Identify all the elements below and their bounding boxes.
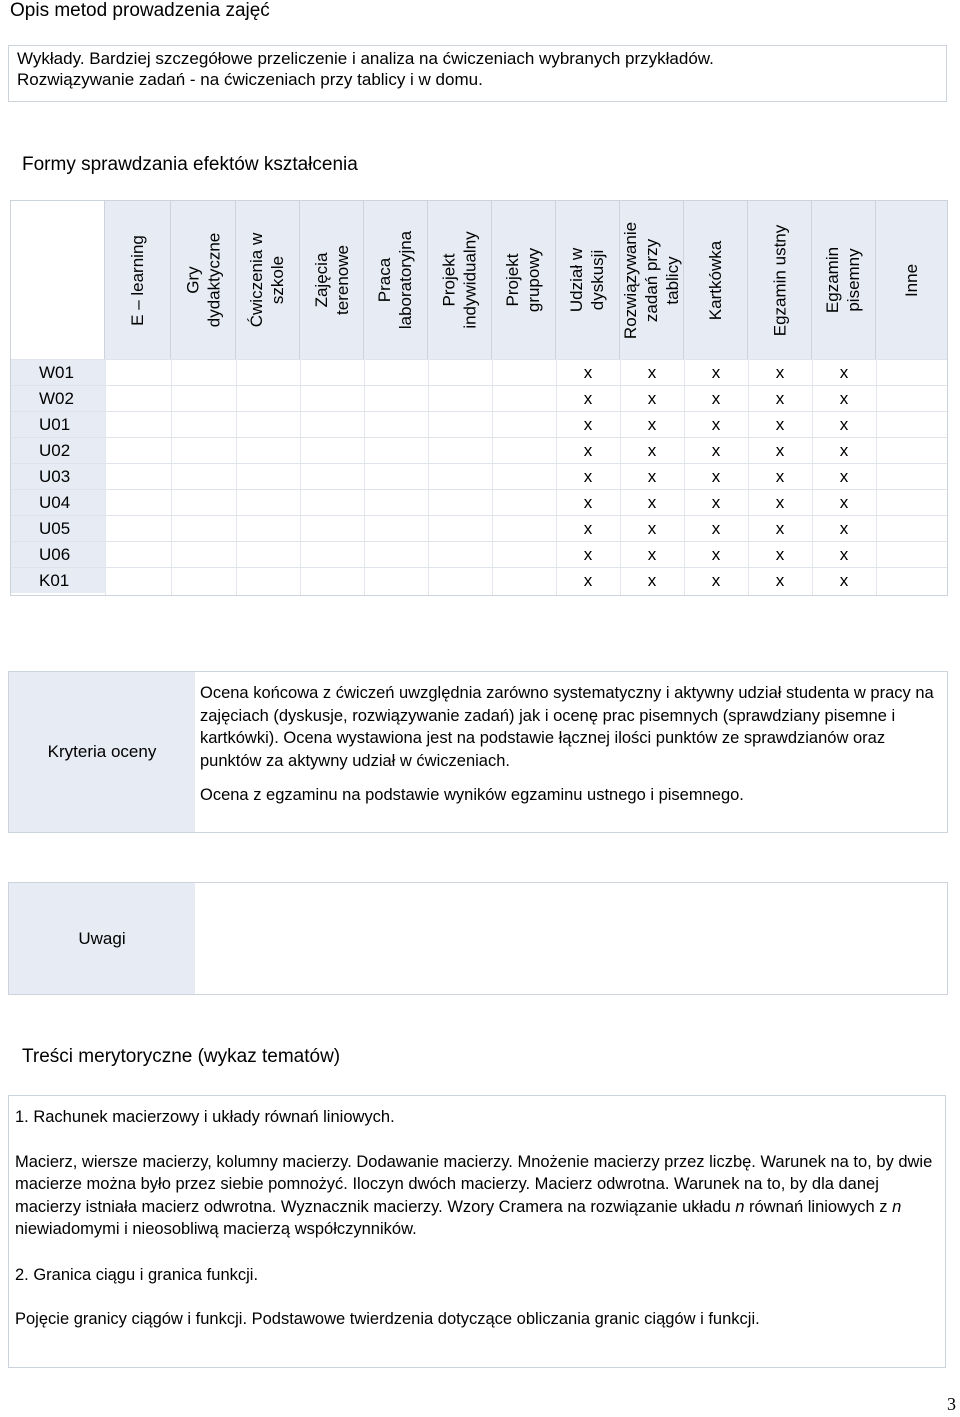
mark-cell-empty xyxy=(171,568,236,593)
mark-cell-empty xyxy=(492,360,556,385)
column-header-projekt-indywidualny xyxy=(428,201,492,359)
mark-cell-empty xyxy=(105,412,171,437)
row-code-cell: W02 xyxy=(11,386,105,411)
assessment-table xyxy=(10,200,948,596)
mark-cell-empty xyxy=(364,542,428,567)
mark-cell-empty xyxy=(236,360,300,385)
mark-cell-empty xyxy=(428,542,492,567)
mark-cell-empty xyxy=(428,386,492,411)
mark-cell-empty xyxy=(300,386,364,411)
mark-cell-empty xyxy=(105,568,171,593)
notes-box xyxy=(8,882,948,995)
mark-cell-empty xyxy=(876,490,947,515)
topic-2-body: Pojęcie granicy ciągów i funkcji. Podstawowe twierdzenia dotyczące obliczania granic ciągów i funkcji. xyxy=(15,1310,760,1328)
column-header-label: Ćwiczenia w szkole xyxy=(247,232,288,328)
criteria-paragraph-2: Ocena z egzaminu na podstawie wyników egzaminu ustnego i pisemnego. xyxy=(200,786,744,804)
column-header-cwiczenia-w-szkole xyxy=(236,201,300,359)
mark-cell-empty xyxy=(236,568,300,593)
mark-cell-empty xyxy=(236,542,300,567)
topic-1-title: 1. Rachunek macierzowy i układy równań liniowych. xyxy=(15,1108,395,1126)
column-header-label: Rozwiązywanie zadań przy tablicy xyxy=(621,221,683,339)
mark-cell-empty xyxy=(428,412,492,437)
mark-cell-empty xyxy=(171,490,236,515)
mark-cell-checked: x xyxy=(839,571,849,590)
header-corner-cell xyxy=(11,201,105,359)
mark-cell-empty xyxy=(876,386,947,411)
row-code-cell: K01 xyxy=(11,568,105,593)
mark-cell-empty xyxy=(492,542,556,567)
mark-cell-empty xyxy=(876,542,947,567)
mark-cell-checked: x xyxy=(647,545,657,564)
mark-cell-checked: x xyxy=(775,467,785,486)
table-row xyxy=(11,411,947,437)
methods-line-2: Rozwiązywanie zadań - na ćwiczeniach przy tablicy i w domu. xyxy=(17,70,483,89)
methods-line-1: Wykłady. Bardziej szczegółowe przeliczenie i analiza na ćwiczeniach wybranych przykładów. xyxy=(17,49,714,68)
mark-cell-empty xyxy=(105,386,171,411)
mark-cell-empty xyxy=(876,568,947,593)
mark-cell-empty xyxy=(428,568,492,593)
mark-cell-empty xyxy=(876,516,947,541)
mark-cell-checked: x xyxy=(583,467,593,486)
mark-cell-checked: x xyxy=(583,519,593,538)
mark-cell-empty xyxy=(300,542,364,567)
assessment-heading: Formy sprawdzania efektów kształcenia xyxy=(22,154,358,175)
mark-cell-empty xyxy=(171,516,236,541)
mark-cell-empty xyxy=(492,464,556,489)
column-header-label: Egzamin pisemny xyxy=(823,246,864,314)
row-code-cell: U01 xyxy=(11,412,105,437)
mark-cell-checked: x xyxy=(775,519,785,538)
mark-cell-empty xyxy=(171,360,236,385)
mark-cell-checked: x xyxy=(647,493,657,512)
mark-cell-empty xyxy=(428,438,492,463)
mark-cell-empty xyxy=(492,438,556,463)
column-header-label: Projekt grupowy xyxy=(503,247,544,313)
mark-cell-empty xyxy=(364,516,428,541)
content-heading: Treści merytoryczne (wykaz tematów) xyxy=(22,1046,341,1067)
table-row xyxy=(11,541,947,567)
row-code-cell: U03 xyxy=(11,464,105,489)
row-code-cell: U05 xyxy=(11,516,105,541)
table-row xyxy=(11,567,947,593)
column-header-label: Zajęcia terenowe xyxy=(311,245,352,315)
mark-cell-empty xyxy=(364,386,428,411)
row-code-cell: W01 xyxy=(11,360,105,385)
methods-box xyxy=(8,45,947,102)
mark-cell-checked: x xyxy=(711,519,721,538)
methods-heading: Opis metod prowadzenia zajęć xyxy=(10,0,270,21)
column-header-label: Projekt indywidualny xyxy=(439,231,480,329)
column-header-label: Gry dydaktyczne xyxy=(183,232,223,328)
mark-cell-empty xyxy=(492,568,556,593)
column-header-label: Kartkówka xyxy=(706,240,725,320)
mark-cell-checked: x xyxy=(839,519,849,538)
column-header-inne xyxy=(876,201,947,359)
table-row xyxy=(11,385,947,411)
mark-cell-checked: x xyxy=(839,467,849,486)
mark-cell-empty xyxy=(364,412,428,437)
topic-1-body-c: niewiadomymi i nieosobliwą macierzą współczynników. xyxy=(15,1220,417,1238)
notes-label: Uwagi xyxy=(9,883,195,994)
mark-cell-empty xyxy=(300,438,364,463)
mark-cell-checked: x xyxy=(583,571,593,590)
mark-cell-empty xyxy=(171,386,236,411)
mark-cell-checked: x xyxy=(583,415,593,434)
mark-cell-empty xyxy=(171,464,236,489)
mark-cell-empty xyxy=(364,360,428,385)
mark-cell-checked: x xyxy=(839,363,849,382)
mark-cell-checked: x xyxy=(775,441,785,460)
column-header-label: E – learning xyxy=(128,234,148,326)
mark-cell-empty xyxy=(105,490,171,515)
mark-cell-empty xyxy=(236,438,300,463)
mark-cell-checked: x xyxy=(775,571,785,590)
column-header-praca-laboratoryjna xyxy=(364,201,428,359)
mark-cell-checked: x xyxy=(711,571,721,590)
mark-cell-checked: x xyxy=(647,415,657,434)
mark-cell-checked: x xyxy=(647,519,657,538)
mark-cell-empty xyxy=(105,360,171,385)
mark-cell-empty xyxy=(236,516,300,541)
mark-cell-checked: x xyxy=(647,441,657,460)
mark-cell-empty xyxy=(171,542,236,567)
table-row xyxy=(11,489,947,515)
table-row xyxy=(11,359,947,385)
mark-cell-empty xyxy=(105,542,171,567)
page-number: 3 xyxy=(947,1394,956,1414)
topic-1-body-b: równań liniowych z xyxy=(744,1197,893,1216)
column-header-udzial-w-dyskusji xyxy=(556,201,620,359)
mark-cell-empty xyxy=(300,490,364,515)
mark-cell-empty xyxy=(364,438,428,463)
mark-cell-checked: x xyxy=(647,571,657,590)
mark-cell-checked: x xyxy=(775,493,785,512)
mark-cell-checked: x xyxy=(711,441,721,460)
mark-cell-checked: x xyxy=(775,415,785,434)
mark-cell-checked: x xyxy=(775,389,785,408)
mark-cell-empty xyxy=(236,490,300,515)
criteria-paragraph-1: Ocena końcowa z ćwiczeń uwzględnia zarówno systematyczny i aktywny udział studenta w pracy na zajęciach (dyskusje, rozwiązywanie zadań) jak i ocenę prac pisemnych (sprawdziany pisemne i kartkówki). Ocena wystawiona jest na podstawie łącznej ilości punktów ze sprawdzianów oraz punktów za aktywny udział w ćwiczeniach. xyxy=(200,684,934,770)
mark-cell-empty xyxy=(105,516,171,541)
mark-cell-empty xyxy=(876,464,947,489)
column-header-egzamin-pisemny xyxy=(812,201,876,359)
column-header-zajecia-terenowe xyxy=(300,201,364,359)
mark-cell-checked: x xyxy=(583,389,593,408)
topic-1-body-a: Macierz, wiersze macierzy, kolumny macierzy. Dodawanie macierzy. Mnożenie macierzy przez liczbę. Warunek na to, by dwie macierze można było przez siebie pomnożyć. Iloczyn dwóch macierzy. Macierz odwrotna. Warunek na to, by dla danej macierzy istniała macierz odwrotna. Wyznacznik macierzy. Wzory Cramera na rozwiązanie układu xyxy=(15,1152,933,1216)
mark-cell-empty xyxy=(492,412,556,437)
column-header-label: Udział w dyskusji xyxy=(567,247,608,313)
mark-cell-checked: x xyxy=(775,363,785,382)
mark-cell-checked: x xyxy=(583,363,593,382)
mark-cell-empty xyxy=(300,568,364,593)
mark-cell-checked: x xyxy=(711,493,721,512)
row-code-cell: U02 xyxy=(11,438,105,463)
mark-cell-empty xyxy=(876,438,947,463)
mark-cell-empty xyxy=(105,438,171,463)
mark-cell-checked: x xyxy=(839,415,849,434)
mark-cell-checked: x xyxy=(583,493,593,512)
mark-cell-empty xyxy=(300,464,364,489)
column-header-kartkowka xyxy=(684,201,748,359)
table-row xyxy=(11,437,947,463)
mark-cell-empty xyxy=(105,464,171,489)
mark-cell-checked: x xyxy=(711,467,721,486)
criteria-text xyxy=(200,682,940,807)
mark-cell-checked: x xyxy=(647,363,657,382)
mark-cell-empty xyxy=(171,412,236,437)
mark-cell-checked: x xyxy=(839,493,849,512)
mark-cell-empty xyxy=(364,490,428,515)
column-header-gry-dydaktyczne xyxy=(171,201,236,359)
topic-1-body xyxy=(15,1151,945,1241)
mark-cell-checked: x xyxy=(711,415,721,434)
column-header-rozwiazywanie-zadan-przy-tablicy xyxy=(620,201,684,359)
column-header-egzamin-ustny xyxy=(748,201,812,359)
column-header-label: Praca laboratoryjna xyxy=(375,230,416,330)
mark-cell-checked: x xyxy=(647,467,657,486)
mark-cell-empty xyxy=(236,464,300,489)
mark-cell-checked: x xyxy=(711,363,721,382)
mark-cell-empty xyxy=(236,386,300,411)
column-header-label: Inne xyxy=(902,263,921,297)
mark-cell-empty xyxy=(171,438,236,463)
column-header-e-learning xyxy=(105,201,171,359)
mark-cell-empty xyxy=(492,386,556,411)
mark-cell-empty xyxy=(492,490,556,515)
mark-cell-checked: x xyxy=(711,545,721,564)
mark-cell-checked: x xyxy=(839,389,849,408)
row-code-cell: U04 xyxy=(11,490,105,515)
mark-cell-empty xyxy=(300,412,364,437)
mark-cell-empty xyxy=(876,412,947,437)
mark-cell-empty xyxy=(428,490,492,515)
mark-cell-empty xyxy=(236,412,300,437)
mark-cell-empty xyxy=(428,516,492,541)
mark-cell-empty xyxy=(492,516,556,541)
mark-cell-empty xyxy=(364,464,428,489)
topic-1-var-n-1: n xyxy=(735,1197,745,1216)
mark-cell-empty xyxy=(428,464,492,489)
mark-cell-empty xyxy=(428,360,492,385)
mark-cell-checked: x xyxy=(583,441,593,460)
mark-cell-checked: x xyxy=(839,545,849,564)
mark-cell-empty xyxy=(300,516,364,541)
criteria-label: Kryteria oceny xyxy=(9,672,195,832)
mark-cell-empty xyxy=(300,360,364,385)
mark-cell-checked: x xyxy=(839,441,849,460)
mark-cell-checked: x xyxy=(775,545,785,564)
mark-cell-empty xyxy=(876,360,947,385)
table-row xyxy=(11,515,947,541)
column-header-label: Egzamin ustny xyxy=(770,224,789,336)
mark-cell-checked: x xyxy=(711,389,721,408)
content-box xyxy=(8,1095,946,1368)
row-code-cell: U06 xyxy=(11,542,105,567)
topic-1-var-n-2: n xyxy=(892,1197,902,1216)
mark-cell-checked: x xyxy=(647,389,657,408)
column-header-projekt-grupowy xyxy=(492,201,556,359)
table-row xyxy=(11,463,947,489)
criteria-box xyxy=(8,671,948,833)
mark-cell-empty xyxy=(364,568,428,593)
topic-2-title: 2. Granica ciągu i granica funkcji. xyxy=(15,1265,259,1284)
mark-cell-checked: x xyxy=(583,545,593,564)
